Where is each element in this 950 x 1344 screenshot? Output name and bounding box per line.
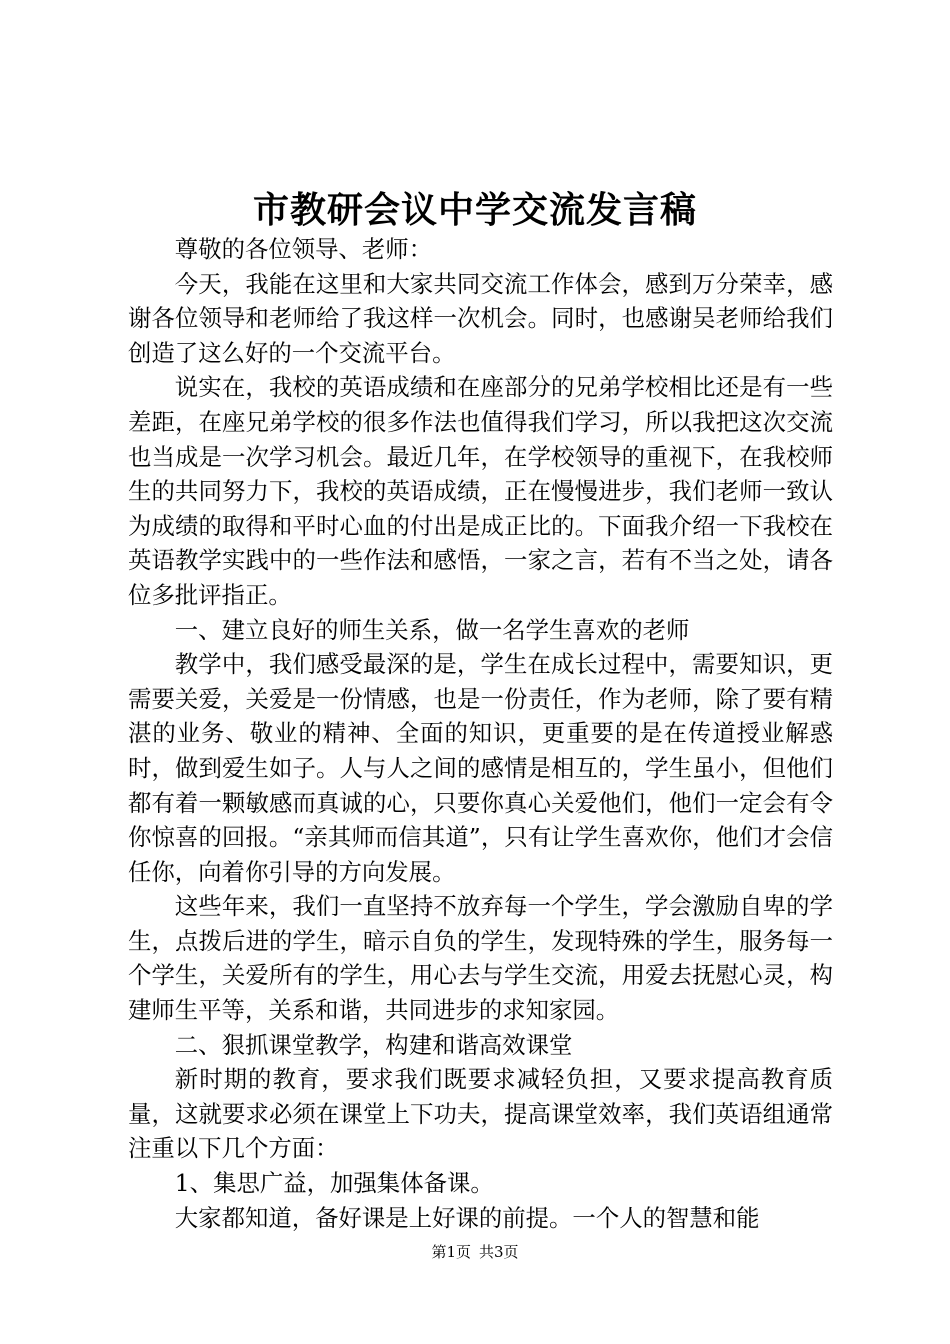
section-heading: 二、狠抓课堂教学，构建和谐高效课堂 [174,1030,573,1059]
document-title: 市教研会议中学交流发言稿 [252,189,697,231]
paragraph: 大家都知道，备好课是上好课的前提。一个人的智慧和能 [174,1203,760,1232]
page-footer [0,1242,950,1262]
paragraph: 新时期的教育，要求我们既要求减轻负担，又要求提高教育质量，这就要求必须在课堂上下功夫，提高课堂效率，我们英语组通常注重以下几个方面： [128,1065,833,1163]
page-number-current: 第1页 [431,1243,471,1261]
paragraph: 这些年来，我们一直坚持不放弃每一个学生，学会激励自卑的学生，点拨后进的学生，暗示自负的学生，发现特殊的学生，服务每一个学生，关爱所有的学生，用心去与学生交流，用爱去抚慰心灵，构建师生平等，关系和谐，共同进步的求知家园。 [128,892,833,1025]
subsection-heading: 1、集思广益，加强集体备课。 [174,1169,494,1198]
section-heading: 一、建立良好的师生关系，做一名学生喜欢的老师 [174,615,690,644]
paragraph: 说实在，我校的英语成绩和在座部分的兄弟学校相比还是有一些差距，在座兄弟学校的很多作法也值得我们学习，所以我把这次交流也当成是一次学习机会。最近几年，在学校领导的重视下，在我校师生的共同努力下，我校的英语成绩，正在慢慢进步，我们老师一致认为成绩的取得和平时心血的付出是成正比的。下面我介绍一下我校在英语教学实践中的一些作法和感悟，一家之言，若有不当之处，请各位多批评指正。 [128,373,833,609]
paragraph-salutation: 尊敬的各位领导、老师： [174,235,433,263]
document-body [128,232,833,1235]
paragraph: 教学中，我们感受最深的是，学生在成长过程中，需要知识，更需要关爱，关爱是一份情感，也是一份责任，作为老师，除了要有精湛的业务、敬业的精神、全面的知识，更重要的是在传道授业解惑时，做到爱生如子。人与人之间的感情是相互的，学生虽小，但他们都有着一颗敏感而真诚的心，只要你真心关爱他们，他们一定会有令你惊喜的回报。“亲其师而信其道”，只有让学生喜欢你，他们才会信任你，向着你引导的方向发展。 [128,650,833,886]
page-number-total: 共3页 [479,1243,519,1261]
paragraph: 今天，我能在这里和大家共同交流工作体会，感到万分荣幸，感谢各位领导和老师给了我这样一次机会。同时，也感谢吴老师给我们创造了这么好的一个交流平台。 [128,269,833,367]
